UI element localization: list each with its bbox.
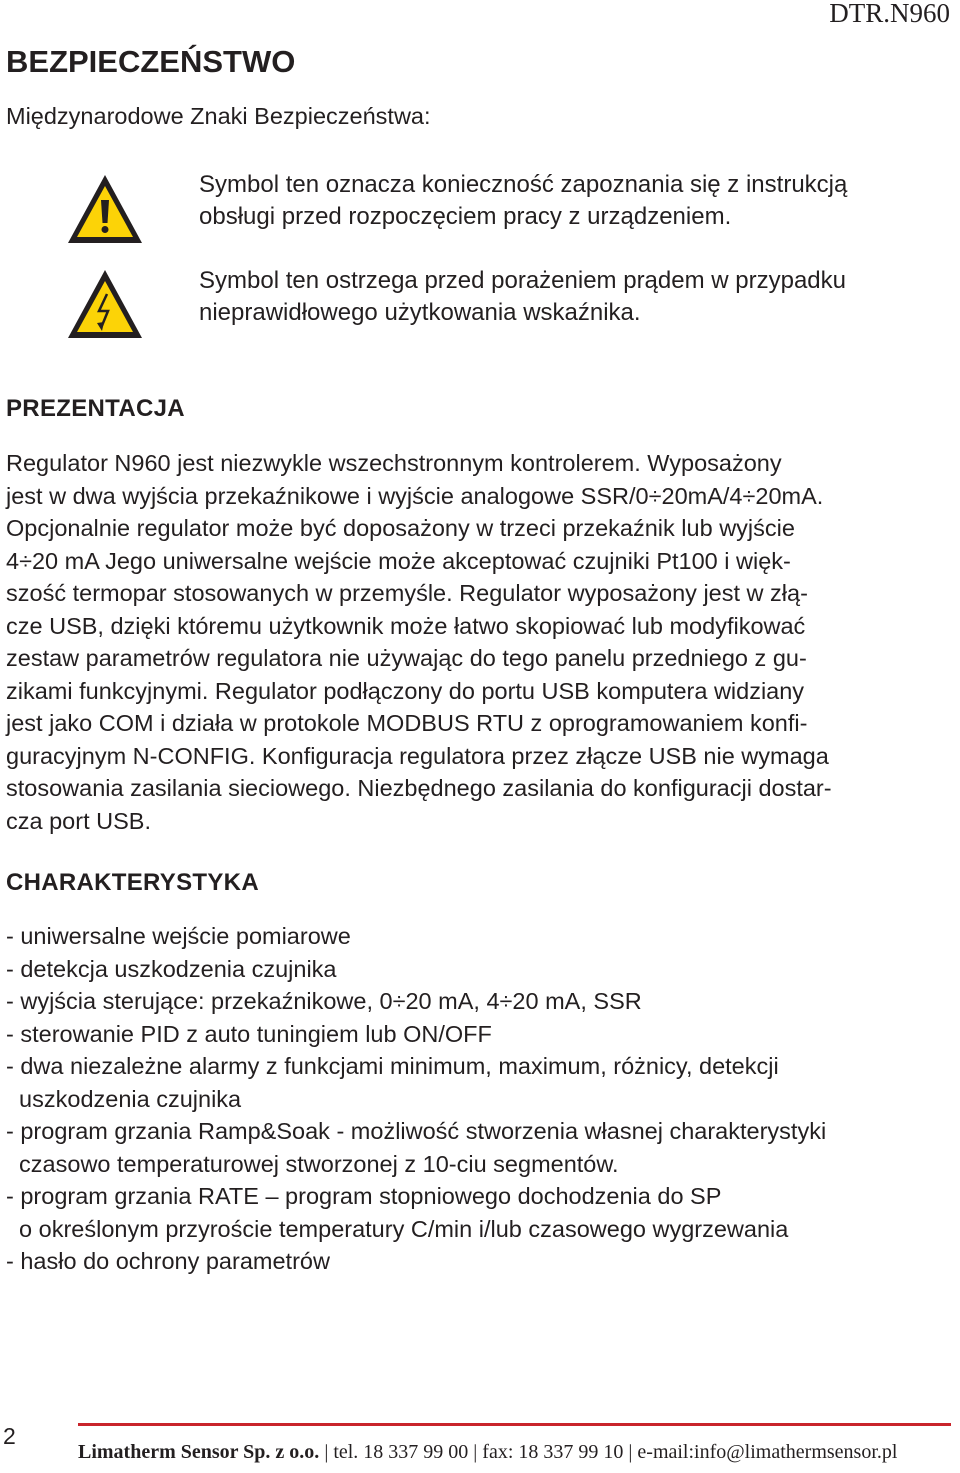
list-item: - hasło do ochrony parametrów — [6, 1248, 330, 1274]
page-number: 2 — [3, 1423, 16, 1449]
text-line: cze USB, dzięki któremu użytkownik może łatwo skopiować lub modyfikować — [6, 612, 806, 639]
list-item-continuation: o określonym przyroście temperatury C/min i/lub czasowego wygrzewania — [6, 1215, 789, 1242]
text-line: zikami funkcyjnymi. Regulator podłączony do portu USB komputera widziany — [6, 677, 805, 704]
text-line: nieprawidłowego użytkowania wskaźnika. — [199, 299, 641, 326]
text-line: Symbol ten oznacza konieczność zapoznania się z instrukcją — [199, 171, 848, 198]
list-item: - program grzania Ramp&Soak - możliwość stworzenia własnej charakterystyki — [6, 1118, 827, 1144]
footer — [78, 1441, 897, 1464]
presentation-paragraph — [6, 447, 952, 837]
safety-heading: BEZPIECZEŃSTWO — [6, 44, 296, 79]
footer-divider — [78, 1423, 951, 1426]
list-item: - wyjścia sterujące: przekaźnikowe, 0÷20 mA, 4÷20 mA, SSR — [6, 988, 642, 1014]
symbol-description-1 — [199, 169, 949, 233]
characteristics-list — [6, 920, 952, 1278]
list-item: - sterowanie PID z auto tuningiem lub ON/OFF — [6, 1020, 492, 1047]
text-line: obsługi przed rozpoczęciem pracy z urządzeniem. — [199, 203, 732, 230]
list-item-continuation: czasowo temperaturowej stworzonej z 10-ciu segmentów. — [6, 1150, 619, 1177]
list-item: - program grzania RATE – program stopniowego dochodzenia do SP — [6, 1183, 722, 1209]
text-line: szość termopar stosowanych w przemyśle. Regulator wyposażony jest w złą- — [6, 580, 808, 606]
text-line: jest jako COM i działa w protokole MODBUS RTU z oprogramowaniem konfi- — [6, 710, 808, 736]
text-line: Regulator N960 jest niezwykle wszechstronnym kontrolerem. Wyposażony — [6, 450, 782, 476]
text-line: Symbol ten ostrzega przed porażeniem prądem w przypadku — [199, 267, 846, 294]
text-line: jest w dwa wyjścia przekaźnikowe i wyjście analogowe SSR/0÷20mA/4÷20mA. — [6, 482, 824, 509]
characteristics-heading: CHARAKTERYSTYKA — [6, 869, 259, 896]
safety-subtitle: Międzynarodowe Znaki Bezpieczeństwa: — [6, 103, 431, 129]
footer-contact: | tel. 18 337 99 00 | fax: 18 337 99 10 | e-mail:info@limathermsensor.pl — [319, 1441, 898, 1463]
text-line: zestaw parametrów regulatora nie używając do tego panelu przedniego z gu- — [6, 645, 807, 671]
symbol-description-2 — [199, 265, 949, 329]
text-line: cza port USB. — [6, 807, 151, 834]
text-line: stosowania zasilania sieciowego. Niezbędnego zasilania do konfiguracji dostar- — [6, 775, 832, 801]
list-item: - uniwersalne wejście pomiarowe — [6, 923, 351, 949]
electric-shock-warning-icon — [66, 268, 144, 340]
text-line: Opcjonalnie regulator może być doposażony w trzeci przekaźnik lub wyjście — [6, 515, 795, 541]
footer-company: Limatherm Sensor Sp. z o.o. — [78, 1441, 320, 1463]
list-item: - detekcja uszkodzenia czujnika — [6, 955, 337, 982]
list-item-continuation: uszkodzenia czujnika — [6, 1085, 242, 1112]
text-line: 4÷20 mA Jego uniwersalne wejście może akceptować czujniki Pt100 i więk- — [6, 547, 791, 574]
warning-exclamation-icon — [66, 173, 144, 245]
list-item: - dwa niezależne alarmy z funkcjami minimum, maximum, różnicy, detekcji — [6, 1053, 779, 1079]
presentation-heading: PREZENTACJA — [6, 395, 185, 422]
text-line: guracyjnym N-CONFIG. Konfiguracja regulatora przez złącze USB nie wymaga — [6, 742, 829, 769]
document-code: DTR.N960 — [829, 0, 950, 28]
